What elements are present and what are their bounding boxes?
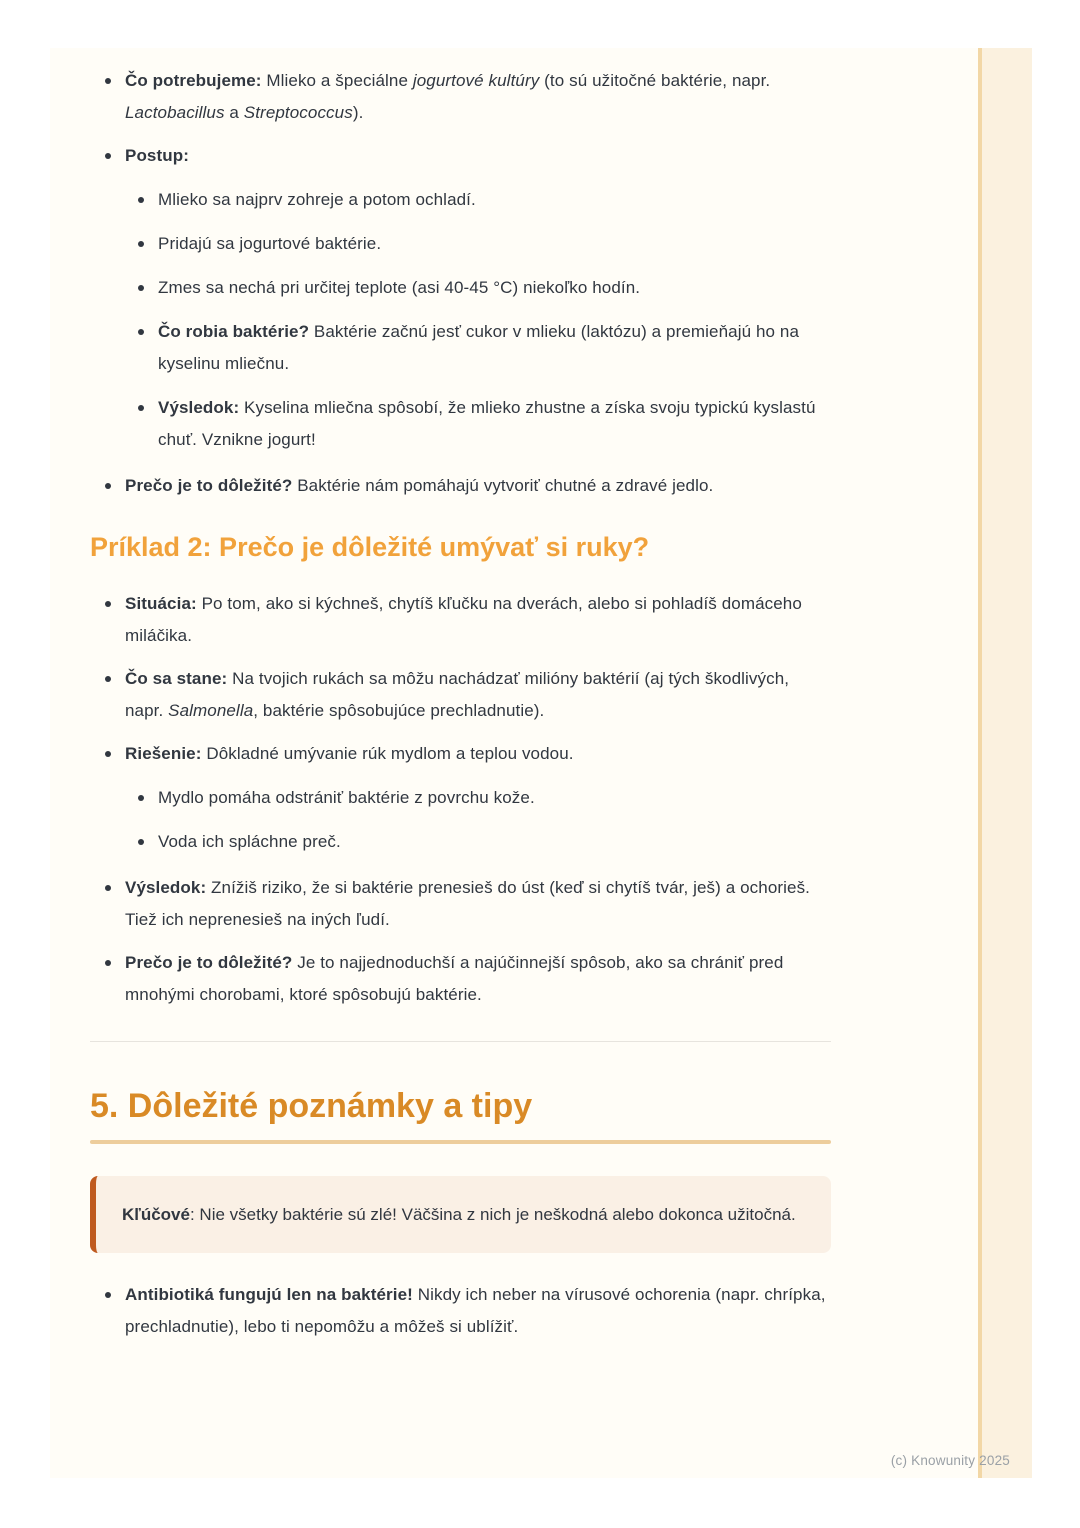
sub-list-item: Mydlo pomáha odstrániť baktérie z povrchu kože.	[123, 782, 831, 814]
sub-list-item: Pridajú sa jogurtové baktérie.	[123, 228, 831, 260]
document-page	[50, 48, 1032, 1478]
page-content	[90, 54, 831, 1343]
notes-list	[90, 1279, 831, 1343]
sub-list-item: Zmes sa nechá pri určitej teplote (asi 40-45 °C) niekoľko hodín.	[123, 272, 831, 304]
section-divider	[90, 1041, 831, 1042]
sub-list	[123, 184, 831, 456]
list-item: Prečo je to dôležité? Baktérie nám pomáhajú vytvoriť chutné a zdravé jedlo.	[90, 470, 831, 502]
list-item: Antibiotiká fungujú len na baktérie! Nikdy ich neber na vírusové ochorenia (napr. chrípka, prechladnutie), lebo ti nepomôžu a môžeš si ublížiť.	[90, 1279, 831, 1343]
sub-list-item: Voda ich spláchne preč.	[123, 826, 831, 858]
list-item: Čo potrebujeme: Mlieko a špeciálne jogurtové kultúry (to sú užitočné baktérie, napr. Lactobacillus a Streptococcus).	[90, 65, 831, 129]
list-item: Výsledok: Znížiš riziko, že si baktérie prenesieš do úst (keď si chytíš tvár, ješ) a ochorieš. Tiež ich neprenesieš na iných ľudí.	[90, 872, 831, 936]
sub-list-item: Mlieko sa najprv zohreje a potom ochladí.	[123, 184, 831, 216]
list-item: Čo sa stane: Na tvojich rukách sa môžu nachádzať milióny baktérií (aj tých škodlivých, napr. Salmonella, baktérie spôsobujúce prechladnutie).	[90, 663, 831, 727]
section5-heading-underline	[90, 1140, 831, 1144]
list-item: Riešenie: Dôkladné umývanie rúk mydlom a teplou vodou.	[90, 738, 831, 770]
key-note-callout: Kľúčové: Nie všetky baktérie sú zlé! Väčšina z nich je neškodná alebo dokonca užitočná.	[90, 1176, 831, 1253]
list-item: Postup:	[90, 140, 831, 172]
sub-list	[123, 782, 831, 858]
sub-list-item: Čo robia baktérie? Baktérie začnú jesť cukor v mlieku (laktózu) a premieňajú ho na kyselinu mliečnu.	[123, 316, 831, 380]
list-item: Situácia: Po tom, ako si kýchneš, chytíš kľučku na dverách, alebo si pohladíš domáceho miláčika.	[90, 588, 831, 652]
example2-heading: Príklad 2: Prečo je dôležité umývať si ruky?	[90, 532, 650, 562]
sub-list-item: Výsledok: Kyselina mliečna spôsobí, že mlieko zhustne a získa svoju typickú kyslastú chuť. Vznikne jogurt!	[123, 392, 831, 456]
page-edge-stripe	[978, 48, 1032, 1478]
footer-credit: (c) Knowunity 2025	[890, 1453, 1010, 1468]
section5-heading: 5. Dôležité poznámky a tipy	[90, 1087, 533, 1125]
list-item: Prečo je to dôležité? Je to najjednoduchší a najúčinnejší spôsob, ako sa chrániť pred mnohými chorobami, ktoré spôsobujú baktérie.	[90, 947, 831, 1011]
